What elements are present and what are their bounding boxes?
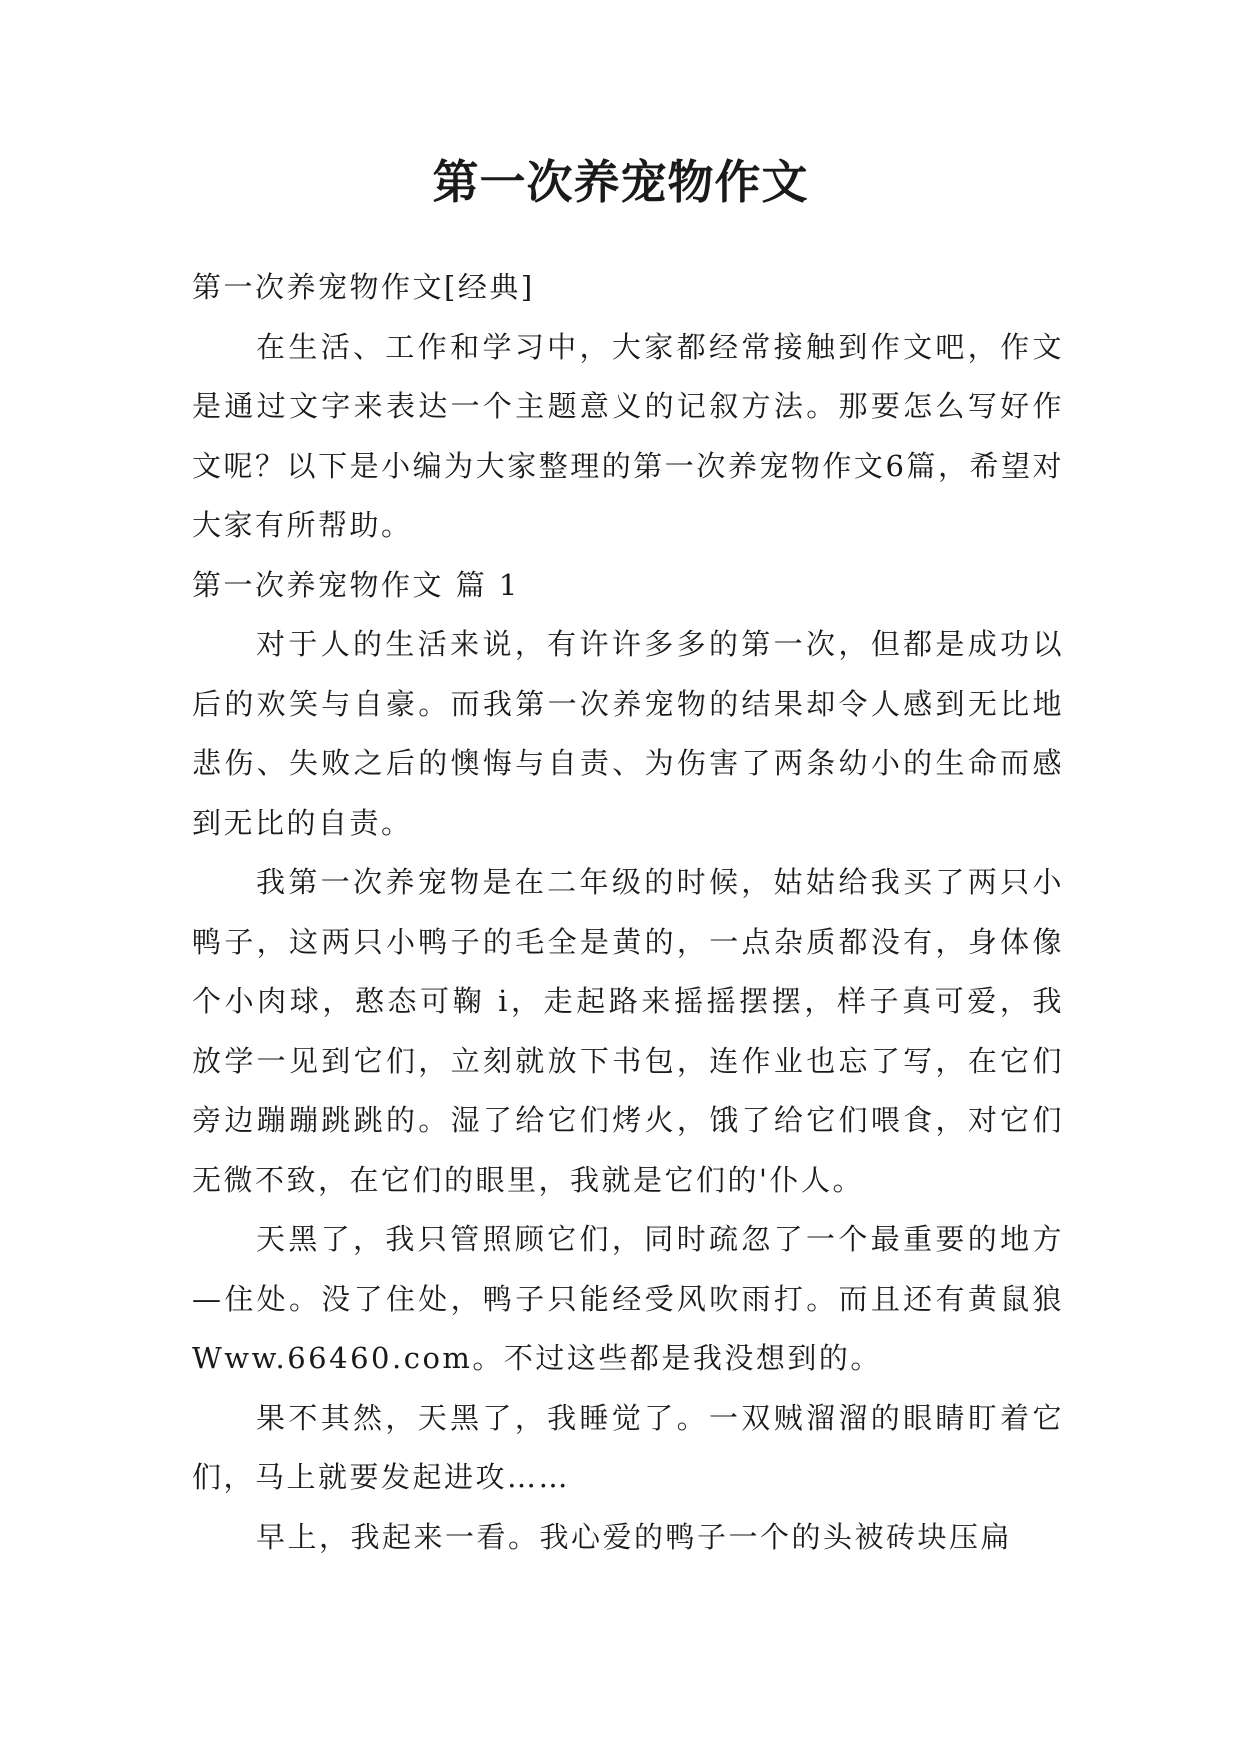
document-body bbox=[192, 258, 1064, 1567]
document-subtitle: 第一次养宠物作文[经典] bbox=[192, 270, 535, 304]
body-paragraph: 天黑了，我只管照顾它们，同时疏忽了一个最重要的地方—住处。没了住处，鸭子只能经受风吹雨打。而且还有黄鼠狼 Www.66460.com。不过这些都是我没想到的。 bbox=[192, 1222, 1064, 1375]
body-paragraph: 对于人的生活来说，有许许多多的第一次，但都是成功以后的欢笑与自豪。而我第一次养宠物的结果却令人感到无比地悲伤、失败之后的懊悔与自责、为伤害了两条幼小的生命而感到无比的自责。 bbox=[192, 627, 1064, 840]
document-title: 第一次养宠物作文 bbox=[432, 155, 809, 209]
intro-paragraph: 在生活、工作和学习中，大家都经常接触到作文吧，作文是通过文字来表达一个主题意义的记叙方法。那要怎么写好作文呢？以下是小编为大家整理的第一次养宠物作文6篇，希望对大家有所帮助。 bbox=[192, 329, 1064, 542]
body-paragraph: 早上，我起来一看。我心爱的鸭子一个的头被砖块压扁 bbox=[256, 1519, 1013, 1554]
body-paragraph: 我第一次养宠物是在二年级的时候，姑姑给我买了两只小鸭子，这两只小鸭子的毛全是黄的，一点杂质都没有，身体像个小肉球，憨态可鞠 i，走起路来摇摇摆摆，样子真可爱，我放学一见到它们，立刻就放下书包，连作业也忘了写，在它们旁边蹦蹦跳跳的。湿了给它们烤火，饿了给它们喂食，对它们无微不致，在它们的眼里，我就是它们的'仆人。 bbox=[192, 865, 1064, 1197]
section-heading: 第一次养宠物作文 篇 1 bbox=[192, 567, 520, 602]
body-paragraph: 果不其然，天黑了，我睡觉了。一双贼溜溜的眼睛盯着它们，马上就要发起进攻…… bbox=[192, 1400, 1064, 1494]
